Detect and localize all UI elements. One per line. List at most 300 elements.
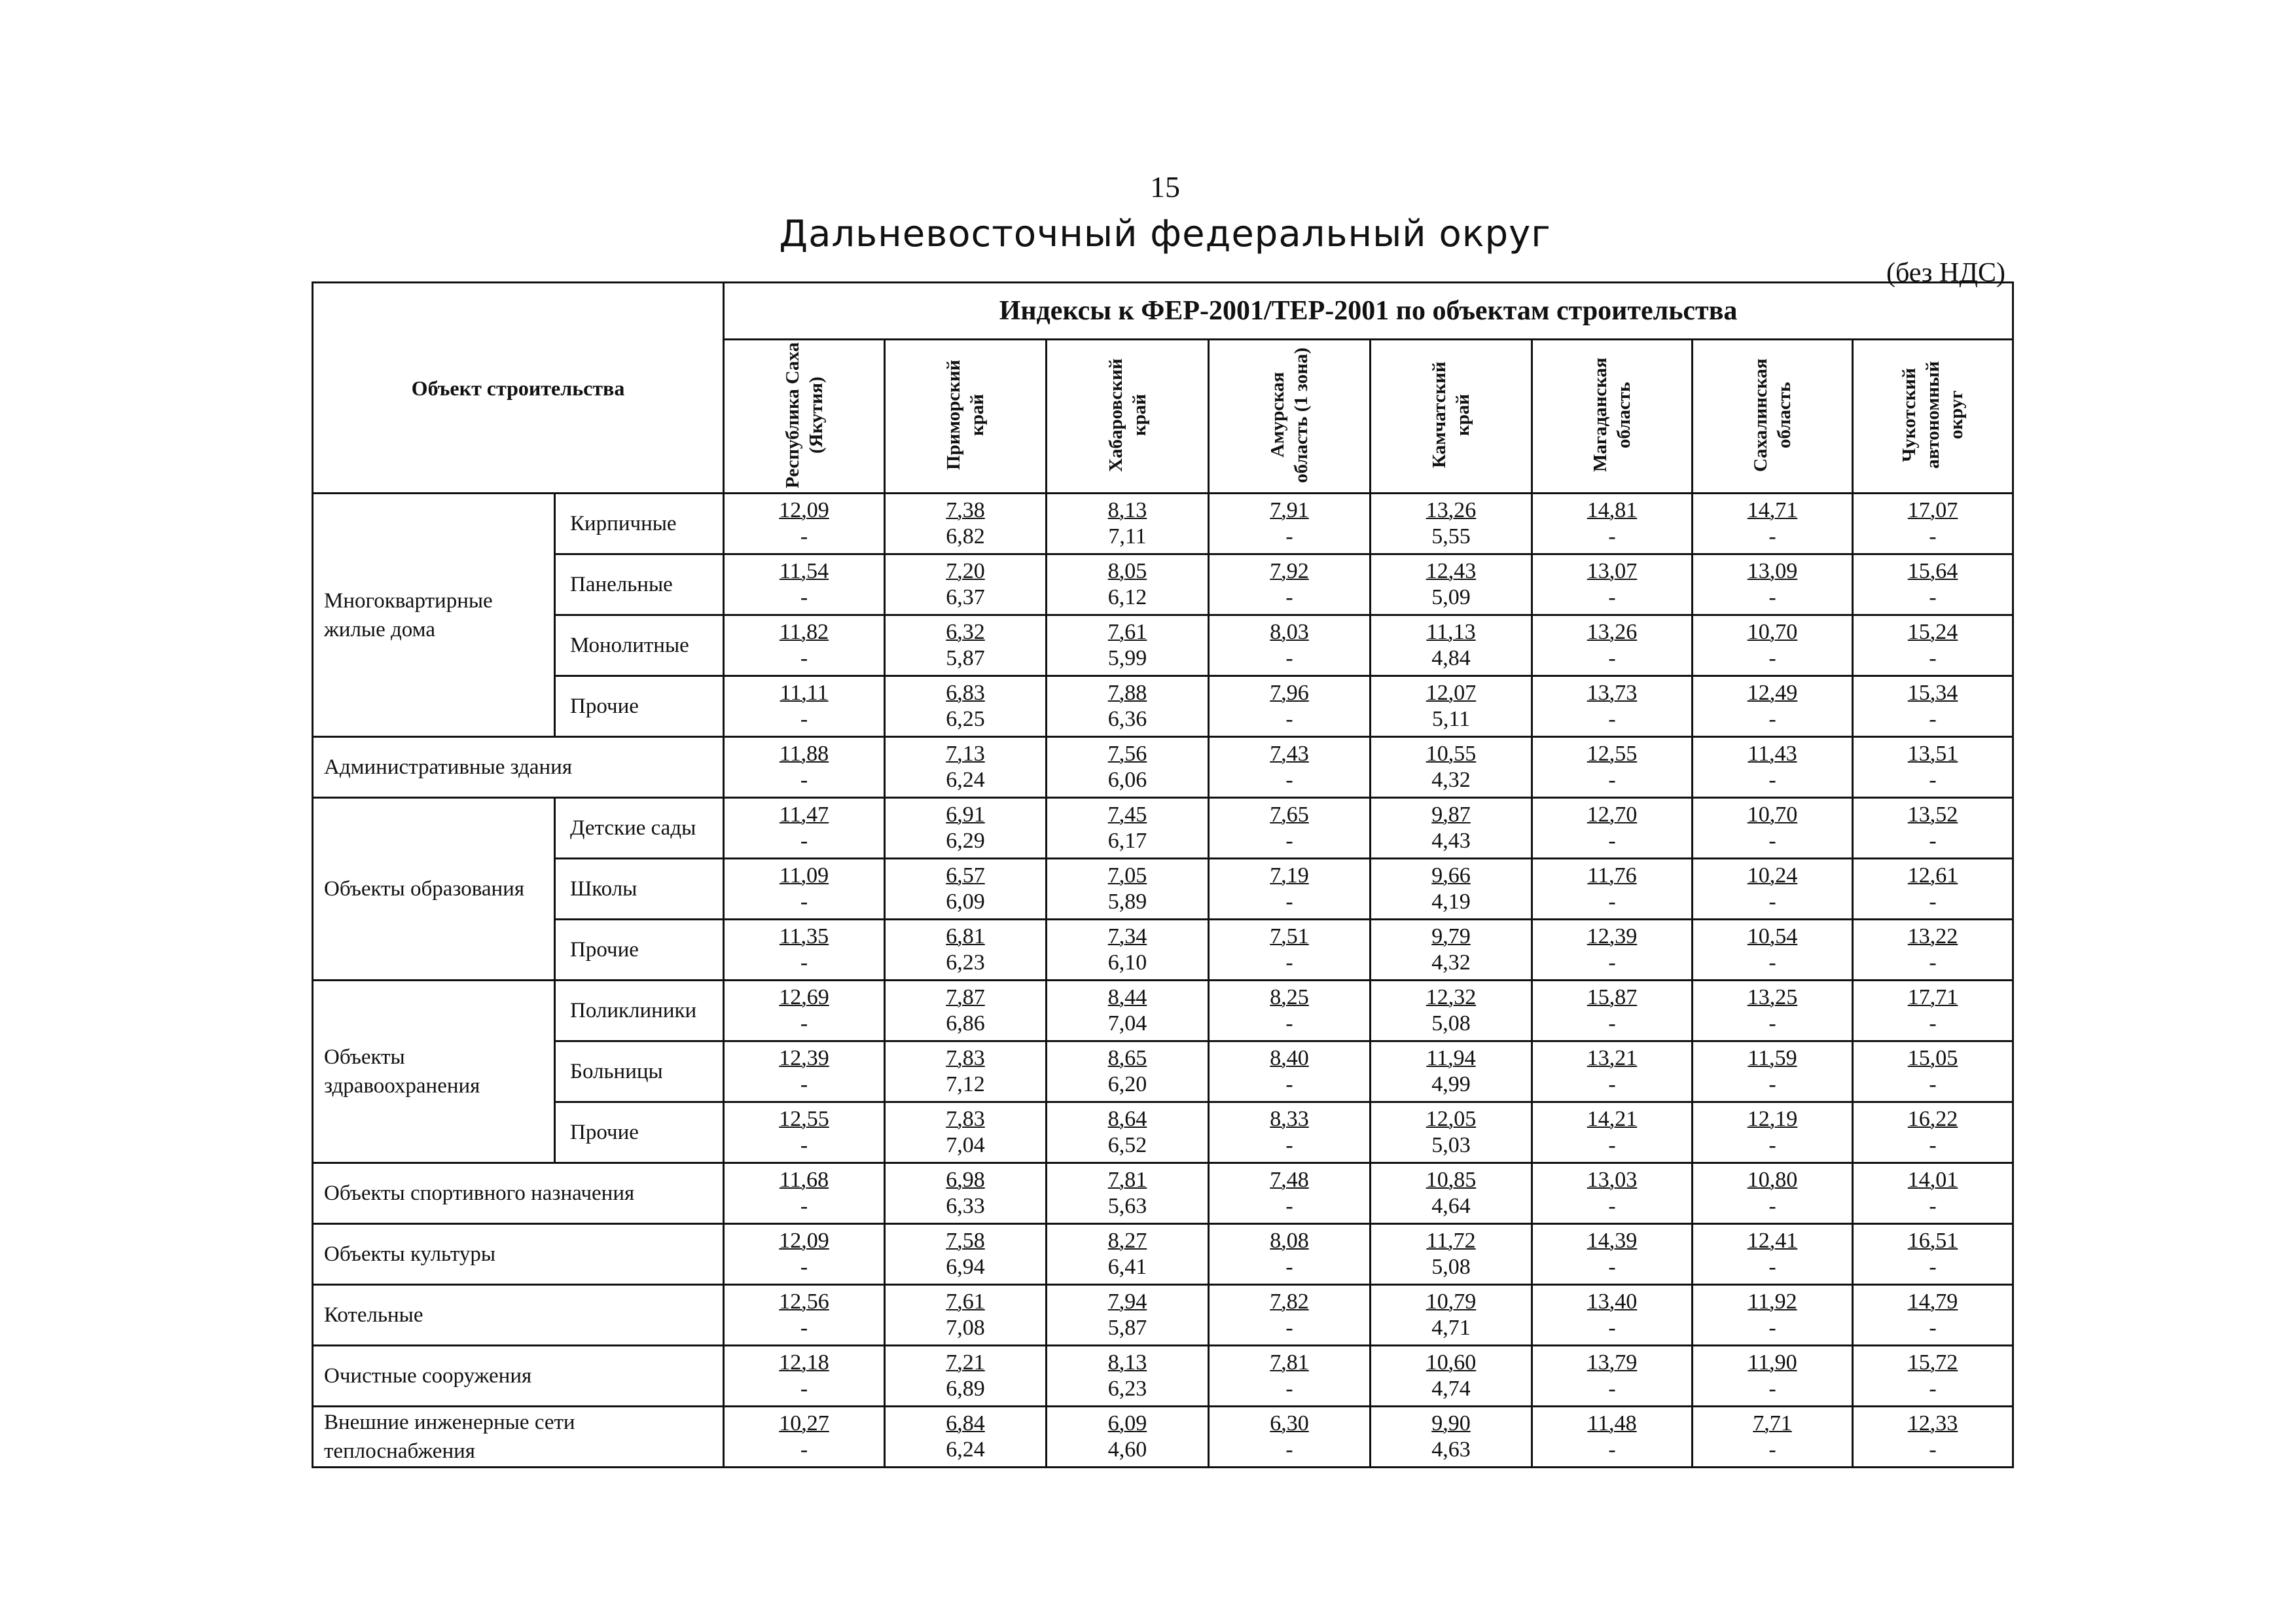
index-value-bottom: - — [1608, 829, 1616, 853]
table-row — [313, 1346, 2013, 1407]
index-value-top: 10,24 — [1747, 863, 1798, 888]
value-cell — [1371, 1407, 1532, 1468]
subcategory-label: Поликлиники — [555, 981, 724, 1041]
index-value-bottom: 4,43 — [1431, 829, 1471, 853]
index-value-bottom: 4,32 — [1431, 768, 1471, 792]
index-value-top: 7,65 — [1270, 803, 1309, 827]
index-value-top: 12,49 — [1747, 681, 1798, 705]
index-value-bottom: - — [1768, 707, 1776, 731]
table-row — [313, 920, 2013, 981]
table-row — [313, 676, 2013, 737]
index-value-top: 8,65 — [1107, 1046, 1147, 1070]
index-value-top: 11,54 — [779, 559, 829, 583]
index-value-bottom: - — [800, 1011, 808, 1036]
index-value-top: 7,61 — [946, 1290, 985, 1314]
index-table — [312, 281, 2014, 1468]
index-value-top: 15,34 — [1907, 681, 1958, 705]
value-cell — [1047, 737, 1209, 798]
value-cell — [1532, 676, 1693, 737]
index-value-top: 8,03 — [1270, 620, 1309, 644]
index-value-top: 8,64 — [1107, 1107, 1147, 1131]
value-cell — [885, 1163, 1047, 1224]
index-value-top: 13,09 — [1747, 559, 1798, 583]
index-value-top: 7,82 — [1270, 1290, 1309, 1314]
index-value-top: 14,81 — [1587, 498, 1638, 522]
value-cell — [724, 920, 885, 981]
region-header — [1853, 340, 2013, 494]
value-cell — [724, 494, 885, 554]
index-value-bottom: 6,94 — [946, 1255, 985, 1279]
table-row — [313, 859, 2013, 920]
value-cell — [1047, 554, 1209, 615]
index-value-top: 7,87 — [946, 985, 985, 1009]
value-cell — [1693, 737, 1853, 798]
index-value-bottom: - — [1929, 1437, 1937, 1462]
index-value-bottom: - — [800, 524, 808, 549]
value-cell — [1532, 554, 1693, 615]
index-value-top: 7,21 — [946, 1350, 985, 1375]
value-cell — [724, 1224, 885, 1285]
region-name: Амурская область (1 зона) — [1267, 347, 1312, 483]
index-value-bottom: 4,99 — [1431, 1072, 1471, 1096]
index-value-bottom: 6,33 — [946, 1194, 985, 1218]
index-value-top: 11,48 — [1587, 1411, 1637, 1435]
value-cell — [724, 1407, 885, 1468]
page-title: Дальневосточный федеральный округ — [779, 213, 1551, 255]
index-value-top: 12,70 — [1587, 803, 1638, 827]
index-value-top: 7,43 — [1270, 742, 1309, 766]
index-value-bottom: - — [1768, 1437, 1776, 1462]
value-cell — [1047, 981, 1209, 1041]
index-value-bottom: - — [1929, 1255, 1937, 1279]
region-header — [1371, 340, 1532, 494]
index-value-top: 11,35 — [779, 924, 829, 948]
index-value-top: 8,27 — [1107, 1229, 1147, 1253]
index-value-bottom: 6,29 — [946, 829, 985, 853]
region-header — [1693, 340, 1853, 494]
index-value-top: 9,87 — [1431, 803, 1471, 827]
value-cell — [1853, 1346, 2013, 1407]
index-value-bottom: 7,11 — [1108, 524, 1147, 549]
category-label: Внешние инженерные сети теплоснабжения — [313, 1407, 724, 1468]
region-header — [1047, 340, 1209, 494]
index-value-top: 13,26 — [1587, 620, 1638, 644]
table-row — [313, 1163, 2013, 1224]
index-value-bottom: - — [1608, 890, 1616, 914]
region-header — [885, 340, 1047, 494]
value-cell — [1693, 554, 1853, 615]
value-cell — [885, 494, 1047, 554]
value-cell — [1371, 615, 1532, 676]
index-value-bottom: 5,08 — [1431, 1011, 1471, 1036]
category-label: Очистные сооружения — [313, 1346, 724, 1407]
category-label: Объекты спортивного назначения — [313, 1163, 724, 1224]
index-value-top: 8,44 — [1107, 985, 1147, 1009]
index-value-top: 7,58 — [946, 1229, 985, 1253]
index-value-top: 12,33 — [1907, 1411, 1958, 1435]
value-cell — [1371, 920, 1532, 981]
value-cell — [724, 1163, 885, 1224]
index-value-top: 7,13 — [946, 742, 985, 766]
index-value-bottom: - — [1285, 1377, 1293, 1401]
value-cell — [1532, 1102, 1693, 1163]
index-value-top: 12,55 — [779, 1107, 829, 1131]
value-cell — [1853, 1102, 2013, 1163]
index-value-top: 7,71 — [1753, 1411, 1792, 1435]
index-value-top: 13,22 — [1907, 924, 1958, 948]
index-value-bottom: 6,89 — [946, 1377, 985, 1401]
value-cell — [1047, 1407, 1209, 1468]
index-value-top: 8,05 — [1107, 559, 1147, 583]
index-value-top: 11,11 — [780, 681, 829, 705]
category-label: Многоквартирные жилые дома — [313, 494, 555, 737]
value-cell — [1693, 1163, 1853, 1224]
index-value-bottom: - — [1608, 1437, 1616, 1462]
value-cell — [1209, 1346, 1371, 1407]
index-value-bottom: 6,82 — [946, 524, 985, 549]
index-value-top: 8,08 — [1270, 1229, 1309, 1253]
value-cell — [885, 981, 1047, 1041]
index-value-bottom: - — [1285, 1437, 1293, 1462]
value-cell — [1693, 981, 1853, 1041]
index-value-top: 12,55 — [1587, 742, 1638, 766]
index-value-top: 12,05 — [1426, 1107, 1477, 1131]
index-value-top: 11,68 — [779, 1168, 829, 1192]
index-value-bottom: 7,04 — [946, 1133, 985, 1157]
index-value-bottom: - — [800, 1377, 808, 1401]
index-value-top: 7,81 — [1270, 1350, 1309, 1375]
table-row — [313, 798, 2013, 859]
index-value-bottom: 6,06 — [1107, 768, 1147, 792]
index-value-bottom: - — [800, 890, 808, 914]
index-value-bottom: 6,36 — [1107, 707, 1147, 731]
index-value-top: 12,69 — [779, 985, 829, 1009]
index-value-top: 9,66 — [1431, 863, 1471, 888]
value-cell — [1047, 1163, 1209, 1224]
value-cell — [1371, 1041, 1532, 1102]
value-cell — [1693, 859, 1853, 920]
category-label: Котельные — [313, 1285, 724, 1346]
value-cell — [1853, 676, 2013, 737]
index-value-bottom: - — [800, 1437, 808, 1462]
index-value-bottom: - — [1929, 646, 1937, 670]
index-value-bottom: - — [1768, 1377, 1776, 1401]
region-name: Приморский край — [943, 359, 988, 470]
index-value-top: 15,72 — [1907, 1350, 1958, 1375]
subcategory-label: Прочие — [555, 1102, 724, 1163]
index-value-bottom: - — [1285, 890, 1293, 914]
index-value-bottom: - — [1285, 829, 1293, 853]
region-name: Республика Саха (Якутия) — [781, 341, 827, 488]
index-value-top: 16,51 — [1907, 1229, 1958, 1253]
value-cell — [724, 554, 885, 615]
value-cell — [1693, 1041, 1853, 1102]
value-cell — [724, 1102, 885, 1163]
index-value-bottom: - — [1768, 646, 1776, 670]
index-value-top: 12,41 — [1747, 1229, 1798, 1253]
value-cell — [1853, 494, 2013, 554]
value-cell — [1853, 554, 2013, 615]
index-value-top: 12,32 — [1426, 985, 1477, 1009]
value-cell — [1853, 1407, 2013, 1468]
table-row — [313, 1224, 2013, 1285]
index-value-bottom: - — [1608, 950, 1616, 975]
index-value-bottom: - — [1768, 1316, 1776, 1340]
value-cell — [1371, 494, 1532, 554]
index-value-top: 10,54 — [1747, 924, 1798, 948]
index-value-top: 7,91 — [1270, 498, 1309, 522]
index-value-top: 15,64 — [1907, 559, 1958, 583]
index-value-top: 6,32 — [946, 620, 985, 644]
index-value-bottom: - — [800, 1316, 808, 1340]
value-cell — [885, 676, 1047, 737]
index-value-bottom: - — [1768, 524, 1776, 549]
index-value-bottom: 6,25 — [946, 707, 985, 731]
value-cell — [1209, 737, 1371, 798]
value-cell — [1209, 494, 1371, 554]
value-cell — [1693, 1102, 1853, 1163]
index-value-top: 6,30 — [1270, 1411, 1309, 1435]
value-cell — [1853, 737, 2013, 798]
index-value-top: 7,94 — [1107, 1290, 1147, 1314]
index-value-top: 6,98 — [946, 1168, 985, 1192]
index-value-top: 10,60 — [1426, 1350, 1477, 1375]
index-value-bottom: - — [1768, 1072, 1776, 1096]
index-value-bottom: 5,89 — [1107, 890, 1147, 914]
index-value-bottom: - — [800, 646, 808, 670]
subcategory-label: Кирпичные — [555, 494, 724, 554]
value-cell — [1693, 1285, 1853, 1346]
index-value-top: 13,52 — [1907, 803, 1958, 827]
index-value-bottom: 6,23 — [1107, 1377, 1147, 1401]
index-value-top: 14,79 — [1907, 1290, 1958, 1314]
index-value-top: 10,27 — [779, 1411, 829, 1435]
index-value-top: 13,21 — [1587, 1046, 1638, 1070]
index-value-bottom: - — [1768, 1194, 1776, 1218]
index-value-bottom: - — [1608, 646, 1616, 670]
index-value-bottom: 4,19 — [1431, 890, 1471, 914]
category-label: Объекты культуры — [313, 1224, 724, 1285]
index-value-bottom: 5,55 — [1431, 524, 1471, 549]
table-row — [313, 737, 2013, 798]
index-value-top: 6,09 — [1107, 1411, 1147, 1435]
index-value-bottom: - — [1929, 1194, 1937, 1218]
index-value-bottom: 6,12 — [1107, 585, 1147, 609]
index-value-bottom: 5,99 — [1107, 646, 1147, 670]
index-value-top: 11,72 — [1426, 1229, 1476, 1253]
value-cell — [1371, 1285, 1532, 1346]
value-cell — [724, 859, 885, 920]
index-value-top: 13,79 — [1587, 1350, 1638, 1375]
index-value-bottom: - — [1608, 707, 1616, 731]
index-value-bottom: 5,08 — [1431, 1255, 1471, 1279]
region-name: Камчатский край — [1429, 361, 1473, 468]
index-value-bottom: 6,09 — [946, 890, 985, 914]
index-value-top: 12,19 — [1747, 1107, 1798, 1131]
index-value-bottom: 6,10 — [1107, 950, 1147, 975]
category-label: Административные здания — [313, 737, 724, 798]
index-value-bottom: - — [1285, 1072, 1293, 1096]
value-cell — [1209, 1102, 1371, 1163]
index-value-top: 17,71 — [1907, 985, 1958, 1009]
value-cell — [885, 1224, 1047, 1285]
index-value-bottom: - — [1768, 829, 1776, 853]
index-value-top: 7,38 — [946, 498, 985, 522]
table-row — [313, 615, 2013, 676]
value-cell — [1209, 1163, 1371, 1224]
index-value-top: 14,01 — [1907, 1168, 1958, 1192]
index-value-top: 12,18 — [779, 1350, 829, 1375]
value-cell — [1209, 1407, 1371, 1468]
index-value-top: 13,25 — [1747, 985, 1798, 1009]
subcategory-label: Прочие — [555, 676, 724, 737]
index-value-top: 13,26 — [1426, 498, 1477, 522]
category-label: Объекты здравоохранения — [313, 981, 555, 1163]
index-value-top: 7,81 — [1107, 1168, 1147, 1192]
index-value-bottom: 6,24 — [946, 768, 985, 792]
index-value-bottom: - — [1768, 1133, 1776, 1157]
index-value-bottom: - — [1285, 768, 1293, 792]
value-cell — [1693, 494, 1853, 554]
value-cell — [1532, 1346, 1693, 1407]
table-row — [313, 1041, 2013, 1102]
value-cell — [1853, 1224, 2013, 1285]
value-cell — [1371, 1102, 1532, 1163]
region-name: Хабаровский край — [1105, 357, 1150, 472]
index-value-top: 13,73 — [1587, 681, 1638, 705]
index-value-bottom: - — [1929, 829, 1937, 853]
value-cell — [1693, 1407, 1853, 1468]
index-value-bottom: 4,71 — [1431, 1316, 1471, 1340]
value-cell — [1532, 615, 1693, 676]
value-cell — [885, 798, 1047, 859]
index-value-top: 8,13 — [1107, 498, 1147, 522]
subcategory-label: Прочие — [555, 920, 724, 981]
index-value-top: 8,13 — [1107, 1350, 1147, 1375]
index-value-bottom: - — [1285, 524, 1293, 549]
index-value-bottom: - — [1608, 524, 1616, 549]
category-label: Объекты образования — [313, 798, 555, 981]
vat-note: (без НДС) — [1886, 258, 2005, 288]
index-value-top: 8,40 — [1270, 1046, 1309, 1070]
value-cell — [1693, 676, 1853, 737]
index-value-top: 14,39 — [1587, 1229, 1638, 1253]
value-cell — [1532, 1285, 1693, 1346]
value-cell — [1047, 859, 1209, 920]
value-cell — [1209, 859, 1371, 920]
index-value-bottom: 4,60 — [1107, 1437, 1147, 1462]
index-value-top: 7,88 — [1107, 681, 1147, 705]
index-value-bottom: 6,37 — [946, 585, 985, 609]
index-value-top: 11,76 — [1587, 863, 1637, 888]
region-name: Сахалинская область — [1750, 357, 1795, 472]
value-cell — [885, 859, 1047, 920]
index-value-bottom: - — [1608, 1133, 1616, 1157]
value-cell — [1532, 1224, 1693, 1285]
index-value-bottom: - — [1768, 585, 1776, 609]
table-row — [313, 1285, 2013, 1346]
index-value-bottom: 5,63 — [1107, 1194, 1147, 1218]
value-cell — [885, 554, 1047, 615]
value-cell — [1047, 1102, 1209, 1163]
subcategory-label: Школы — [555, 859, 724, 920]
value-cell — [885, 1346, 1047, 1407]
index-value-bottom: 5,11 — [1431, 707, 1471, 731]
index-value-top: 13,40 — [1587, 1290, 1638, 1314]
value-cell — [885, 737, 1047, 798]
index-value-top: 13,07 — [1587, 559, 1638, 583]
index-value-top: 8,25 — [1270, 985, 1309, 1009]
index-value-top: 11,59 — [1748, 1046, 1797, 1070]
index-value-top: 7,19 — [1270, 863, 1309, 888]
region-header — [724, 340, 885, 494]
index-value-top: 7,92 — [1270, 559, 1309, 583]
value-cell — [1853, 798, 2013, 859]
index-value-bottom: 4,63 — [1431, 1437, 1471, 1462]
index-value-top: 15,05 — [1907, 1046, 1958, 1070]
value-cell — [1371, 798, 1532, 859]
value-cell — [1209, 1041, 1371, 1102]
value-cell — [1209, 554, 1371, 615]
index-value-bottom: - — [1768, 890, 1776, 914]
index-value-top: 10,79 — [1426, 1290, 1477, 1314]
index-value-top: 12,61 — [1907, 863, 1958, 888]
value-cell — [1047, 798, 1209, 859]
index-value-bottom: - — [1929, 1011, 1937, 1036]
index-value-top: 6,83 — [946, 681, 985, 705]
value-cell — [885, 1407, 1047, 1468]
index-value-bottom: 5,03 — [1431, 1133, 1471, 1157]
index-value-bottom: - — [1608, 1377, 1616, 1401]
index-value-bottom: - — [800, 1072, 808, 1096]
index-value-bottom: - — [1608, 768, 1616, 792]
index-value-top: 11,82 — [779, 620, 829, 644]
index-value-top: 7,83 — [946, 1107, 985, 1131]
value-cell — [1693, 1346, 1853, 1407]
index-value-bottom: - — [1285, 1316, 1293, 1340]
value-cell — [1853, 1163, 2013, 1224]
value-cell — [724, 737, 885, 798]
index-value-top: 11,92 — [1748, 1290, 1797, 1314]
value-cell — [724, 1346, 885, 1407]
index-value-top: 7,05 — [1107, 863, 1147, 888]
index-value-top: 7,51 — [1270, 924, 1309, 948]
value-cell — [1047, 676, 1209, 737]
index-value-bottom: 4,84 — [1431, 646, 1471, 670]
value-cell — [1209, 798, 1371, 859]
index-value-top: 12,07 — [1426, 681, 1477, 705]
index-value-bottom: - — [1285, 707, 1293, 731]
index-value-top: 6,91 — [946, 803, 985, 827]
index-value-top: 14,21 — [1587, 1107, 1638, 1131]
index-value-top: 10,55 — [1426, 742, 1477, 766]
index-value-bottom: 5,87 — [946, 646, 985, 670]
index-value-top: 6,84 — [946, 1411, 985, 1435]
index-value-bottom: 4,74 — [1431, 1377, 1471, 1401]
value-cell — [885, 1102, 1047, 1163]
index-value-top: 11,94 — [1426, 1046, 1476, 1070]
index-value-top: 7,34 — [1107, 924, 1147, 948]
value-cell — [724, 615, 885, 676]
index-value-bottom: - — [1768, 1011, 1776, 1036]
value-cell — [1371, 737, 1532, 798]
value-cell — [1693, 615, 1853, 676]
index-value-top: 11,43 — [1748, 742, 1797, 766]
index-value-top: 6,81 — [946, 924, 985, 948]
index-value-top: 9,90 — [1431, 1411, 1471, 1435]
index-value-bottom: - — [1608, 1072, 1616, 1096]
index-value-top: 15,24 — [1907, 620, 1958, 644]
